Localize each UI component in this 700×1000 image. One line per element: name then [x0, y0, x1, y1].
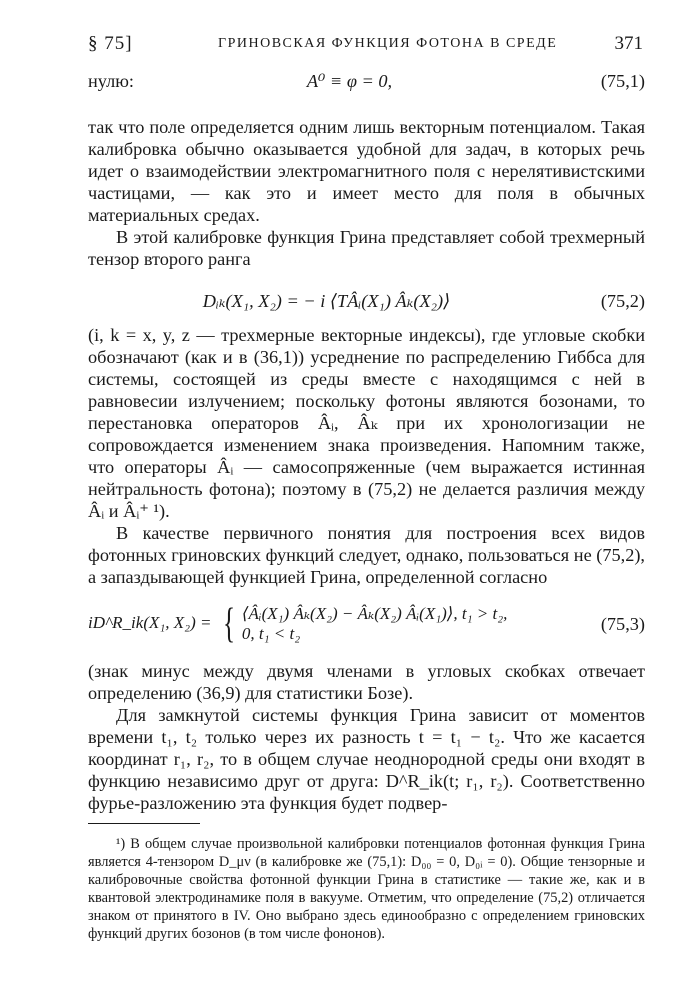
footnote-rule	[88, 823, 200, 824]
equation-75-3-cases	[216, 602, 508, 646]
equation-75-1	[88, 70, 645, 92]
equation-75-3-lhs: iD^R_ik(X₁, X₂) =	[88, 612, 212, 632]
cases-lines	[242, 604, 508, 644]
main-text	[88, 70, 645, 814]
equation-75-2-formula: Dᵢₖ(X₁, X₂) = − i ⟨TÂᵢ(X₁) Âₖ(X₂)⟩	[202, 291, 451, 311]
paragraph-4: В качестве первичного понятия для построения всех видов фотонных гриновских функций следует, однако, пользоваться не (75,2), а запаздывающей функцией Грина, определенной согласно	[88, 523, 645, 587]
equation-75-2	[88, 290, 645, 312]
paragraph-2: В этой калибровке функция Грина представляет собой трехмерный тензор второго ранга	[88, 227, 645, 269]
case-1: ⟨Âᵢ(X₁) Âₖ(X₂) − Âₖ(X₂) Âᵢ(X₁)⟩, t₁ > t₂,	[241, 604, 508, 623]
paragraph-3: (i, k = x, y, z — трехмерные векторные индексы), где угловые скобки обозначают (как и в (36,1)) усреднение по распределению Гиббса для системы, состоящей из среды вместе с находящимся с ней в равновесии излучением; поскольку фотоны являются бозонами, то перестановка операторов Âᵢ, Âₖ при их хронологизации не сопровождается изменением знака произведения. Напомним также, что операторы Âᵢ — самосопряженные (чем выражается истинная нейтральность фотона); поэтому в (75,2) не делается различия между Âᵢ и Âᵢ⁺ ¹).	[88, 325, 645, 521]
running-title: ГРИНОВСКАЯ ФУНКЦИЯ ФОТОНА В СРЕДЕ	[218, 36, 558, 51]
running-header	[88, 33, 643, 57]
equation-75-3-number: (75,3)	[600, 614, 645, 634]
page-number: 371	[614, 33, 643, 54]
equation-75-2-number: (75,2)	[600, 291, 645, 311]
equation-75-1-formula: A⁰ ≡ φ = 0,	[306, 71, 393, 91]
equation-75-3	[88, 602, 645, 646]
equation-75-1-number: (75,1)	[600, 71, 645, 91]
case-2: 0, t₁ < t₂	[241, 624, 301, 643]
paragraph-5: (знак минус между двумя членами в угловых скобках отвечает определению (36,9) для статистики Бозе).	[88, 661, 645, 703]
paragraph-6: Для замкнутой системы функция Грина зависит от моментов времени t₁, t₂ только через их разность t = t₁ − t₂. Что же касается координат r₁, r₂, то в общем случае неоднородной среды они входят в функцию независимо друг от друга: D^R_ik(t; r₁, r₂). Соответственно фурье-разложению эта функция будет подвер-	[88, 705, 645, 813]
section-number: § 75]	[88, 33, 133, 54]
line-intro: нулю:	[88, 71, 134, 91]
paragraph-1: так что поле определяется одним лишь векторным потенциалом. Такая калибровка обычно оказывается удобной для задач, в которых речь идет о взаимодействии электромагнитного поля с нерелятивистскими частицами, — как это и имеет место для поля в обычных материальных средах.	[88, 117, 645, 225]
footnote-text: ¹) В общем случае произвольной калибровки потенциалов фотонная функция Грина является 4-тензором D_μν (в калибровке же (75,1): D₀₀ = 0, D₀ᵢ = 0). Общие тензорные и калибровочные свойства фотонной функции Грина в статистике — такие же, как и в квантовой электродинамике поля в вакууме. Отметим, что определение (75,2) отличается знаком от принятого в IV. Оно выбрано здесь единообразно с определением гриновских функций других бозонов (в том числе фононов).	[88, 836, 645, 942]
footnote	[88, 835, 645, 943]
equation-75-3-formula	[88, 602, 581, 646]
left-brace: {	[222, 601, 235, 647]
